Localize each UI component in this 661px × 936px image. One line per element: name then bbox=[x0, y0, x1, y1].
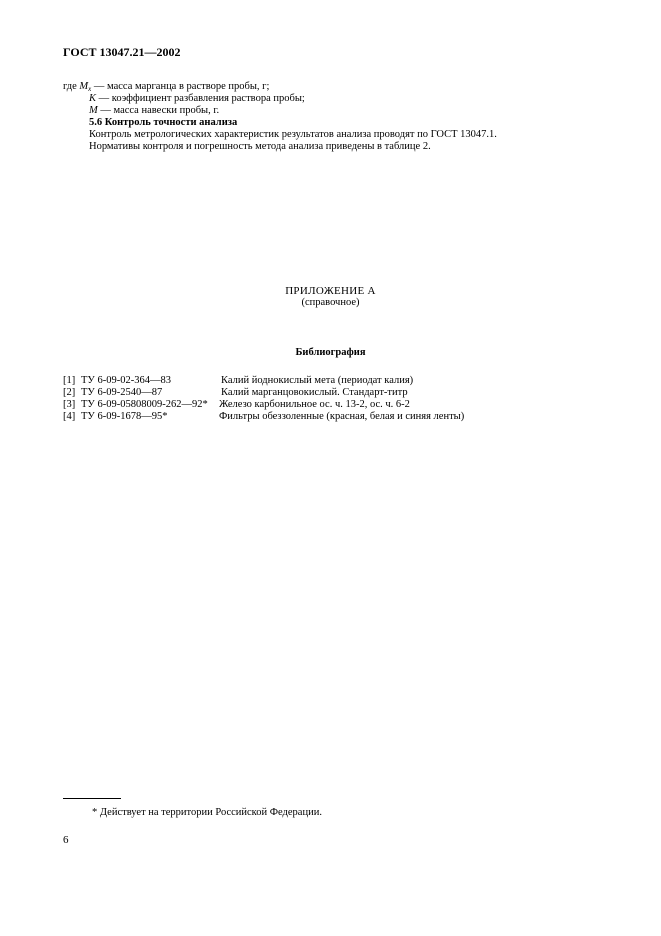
entry-number: [1] bbox=[63, 375, 76, 386]
entry-number: [2] bbox=[63, 387, 76, 398]
definition-text: — масса навески пробы, г. bbox=[97, 105, 220, 116]
entry-number: [3] bbox=[63, 399, 76, 410]
appendix-title: ПРИЛОЖЕНИЕ А bbox=[285, 285, 376, 297]
section-paragraph: Контроль метрологических характеристик результатов анализа проводят по ГОСТ 13047.1. bbox=[89, 129, 497, 140]
bibliography-entry bbox=[63, 375, 623, 387]
entry-reference: ТУ 6-09-02-364—83 bbox=[81, 375, 171, 386]
definition-line bbox=[63, 81, 269, 93]
definition-subscript: x bbox=[88, 85, 92, 93]
section-heading bbox=[89, 117, 237, 129]
definition-symbol: M bbox=[79, 81, 89, 92]
entry-reference: ТУ 6-09-2540—87 bbox=[81, 387, 163, 398]
document-header: ГОСТ 13047.21—2002 bbox=[63, 45, 181, 59]
entry-description: Железо карбонильное ос. ч. 13-2, ос. ч. 6-2 bbox=[219, 399, 410, 410]
definition-text: — масса марганца в растворе пробы, г; bbox=[91, 81, 270, 92]
definition-symbol: M bbox=[89, 105, 98, 116]
appendix-subtitle: (справочное) bbox=[301, 297, 360, 308]
definition-symbol: K bbox=[89, 93, 97, 104]
entry-description: Фильтры обеззоленные (красная, белая и синяя ленты) bbox=[219, 411, 465, 422]
entry-number: [4] bbox=[63, 411, 76, 422]
entry-description: Калий марганцовокислый. Стандарт-титр bbox=[221, 387, 408, 398]
bibliography-entry bbox=[63, 399, 623, 411]
footnote-divider bbox=[63, 798, 121, 799]
bibliography-heading: Библиография bbox=[295, 347, 366, 358]
entry-reference: ТУ 6-09-1678—95* bbox=[81, 411, 168, 422]
footnote: * Действует на территории Российской Федерации. bbox=[92, 807, 322, 818]
entry-reference: ТУ 6-09-05808009-262—92* bbox=[81, 399, 208, 410]
bibliography-entry bbox=[63, 387, 623, 399]
definition-line bbox=[89, 93, 305, 105]
definition-line bbox=[89, 105, 219, 117]
bibliography-entry bbox=[63, 411, 623, 423]
section-title: Контроль точности анализа bbox=[104, 117, 238, 128]
section-paragraph: Нормативы контроля и погрешность метода анализа приведены в таблице 2. bbox=[89, 141, 431, 152]
page-number: 6 bbox=[63, 834, 69, 846]
section-number: 5.6 bbox=[89, 117, 103, 128]
definition-text: — коэффициент разбавления раствора пробы; bbox=[96, 93, 305, 104]
entry-description: Калий йоднокислый мета (периодат калия) bbox=[221, 375, 414, 386]
definition-prefix: где bbox=[63, 81, 80, 92]
